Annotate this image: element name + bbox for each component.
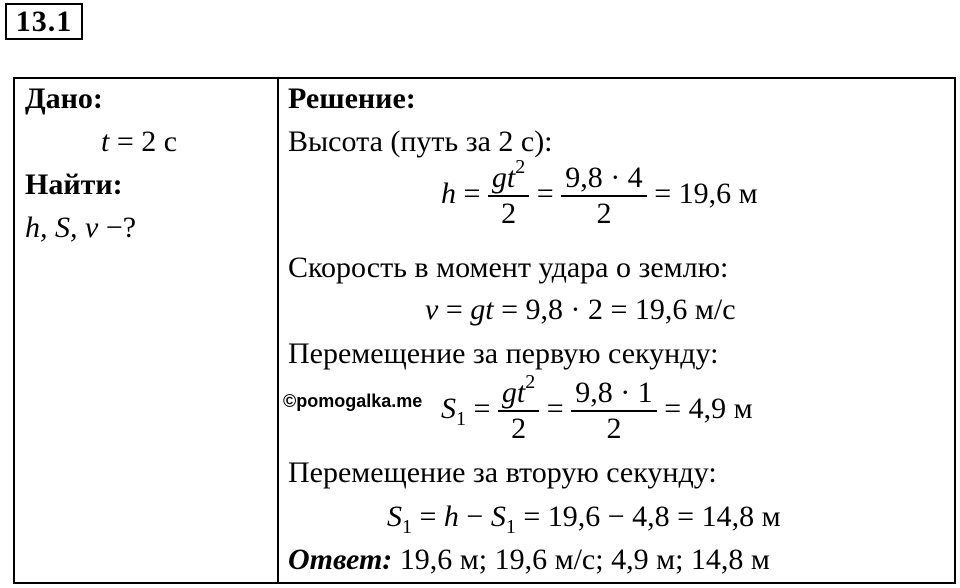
eq1-frac1-sup: 2 bbox=[515, 156, 526, 178]
find-vars bbox=[25, 211, 136, 245]
speed-label: Скорость в момент удара о землю: bbox=[288, 251, 729, 284]
given-condition bbox=[101, 125, 177, 159]
eq3-frac2-num: 9,8 · 1 bbox=[575, 376, 653, 409]
eq3-frac1-den: 2 bbox=[498, 410, 539, 446]
eq1-frac1-num: gt bbox=[491, 161, 516, 194]
given-condition-rest: = 2 с bbox=[109, 125, 178, 158]
first-second-label: Перемещение за первую секунду: bbox=[288, 337, 719, 370]
eq4-h: h bbox=[443, 500, 459, 533]
watermark: ©pomogalka.me bbox=[283, 391, 423, 411]
column-divider bbox=[277, 79, 279, 582]
eq1-result: = 19,6 м bbox=[654, 176, 758, 210]
eq3-frac2-den: 2 bbox=[571, 410, 657, 446]
eq3-result: = 4,9 м bbox=[664, 391, 753, 425]
eq4-sub: 1 bbox=[402, 516, 412, 538]
second-second-label: Перемещение за вторую секунду: bbox=[288, 456, 717, 489]
answer-text: 19,6 м; 19,6 м/с; 4,9 м; 14,8 м bbox=[392, 543, 770, 576]
eq2-gt: gt bbox=[470, 293, 494, 326]
eq1-fraction-2 bbox=[561, 161, 647, 231]
eq2-mid: = bbox=[438, 293, 471, 326]
eq3-fraction-1 bbox=[498, 371, 539, 446]
eq1-frac2-num: 9,8 · 4 bbox=[565, 161, 643, 194]
equation-speed bbox=[425, 293, 736, 327]
equation-first-second: $S_1$ = $\frac{gt^2}{2}$ = $\frac{9,8 \cdot 1}{2}$ = 4,9 м bbox=[441, 371, 753, 445]
problem-number: 13.1 bbox=[5, 3, 83, 40]
eq4-s: S bbox=[387, 500, 402, 533]
eq2-lhs: v bbox=[425, 293, 439, 326]
eq3-lhs: S bbox=[441, 391, 456, 425]
find-heading: Найти: bbox=[25, 168, 123, 201]
eq3-fraction-2 bbox=[571, 376, 657, 446]
eq1-fraction-1 bbox=[488, 156, 529, 231]
eq3-frac1-sup: 2 bbox=[525, 371, 536, 393]
eq3-frac1-num: gt bbox=[501, 376, 526, 409]
eq4-s2: S bbox=[490, 500, 506, 533]
height-label: Высота (путь за 2 с): bbox=[288, 125, 553, 158]
solution-heading: Решение: bbox=[288, 82, 416, 115]
answer-line bbox=[288, 543, 770, 577]
given-heading: Дано: bbox=[25, 82, 103, 115]
answer-label: Ответ: bbox=[288, 543, 393, 576]
eq1-frac1-den: 2 bbox=[488, 195, 529, 231]
eq4-rest: = 19,6 − 4,8 = 14,8 м bbox=[515, 500, 781, 533]
eq4-minus: − bbox=[458, 500, 491, 533]
solution-table bbox=[13, 77, 956, 584]
find-vars-list: h, S, v bbox=[25, 211, 99, 244]
find-vars-rest: −? bbox=[98, 211, 137, 244]
equation-second-second bbox=[387, 500, 781, 538]
equation-height: h = $\frac{gt^2}{2}$ = $\frac{9,8 \cdot 4}{2}$ = 19,6 м bbox=[441, 156, 758, 230]
eq4-eq: = bbox=[412, 500, 444, 533]
eq1-lhs: h bbox=[441, 176, 456, 210]
eq1-frac2-den: 2 bbox=[561, 195, 647, 231]
given-condition-var: t bbox=[101, 125, 110, 158]
eq3-lhs-sub: 1 bbox=[456, 407, 466, 430]
eq4-sub2: 1 bbox=[505, 516, 516, 538]
eq2-rest: = 9,8 · 2 = 19,6 м/с bbox=[493, 293, 736, 326]
